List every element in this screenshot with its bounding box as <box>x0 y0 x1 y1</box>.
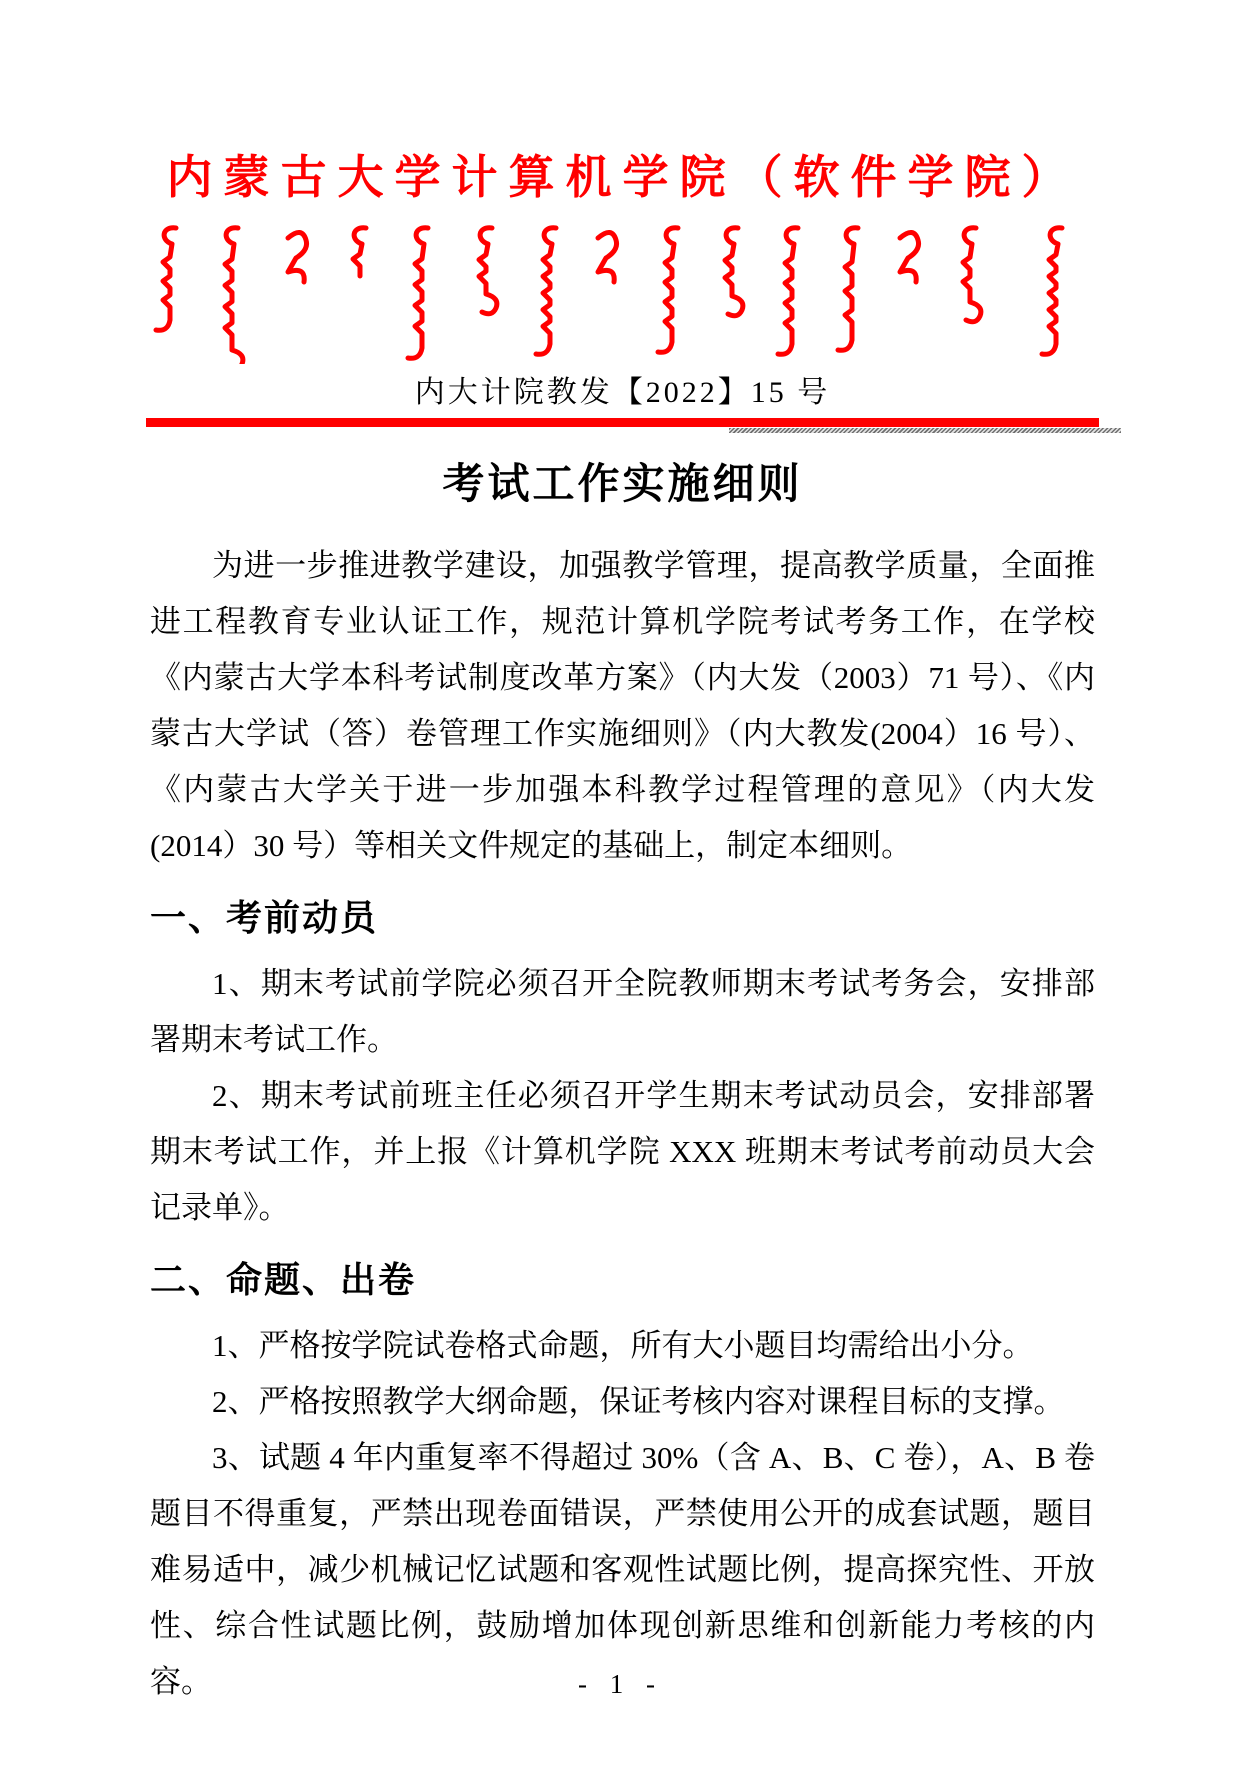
red-rule-bar <box>146 418 1099 427</box>
intro-paragraph: 为进一步推进教学建设，加强教学管理，提高教学质量，全面推进工程教育专业认证工作，规范计算机学院考试考务工作，在学校《内蒙古大学本科考试制度改革方案》（内大发（2003）71 号）、《内蒙古大学试（答）卷管理工作实施细则》（内大教发(2004）16 号）、《内蒙古大学关于进一步加强本科教学过程管理的意见》（内大发(2014）30 号）等相关文件规定的基础上，制定本细则。 <box>150 548 1095 863</box>
page-footer <box>0 1669 1241 1700</box>
section-2-item: 1、严格按学院试卷格式命题，所有大小题目均需给出小分。 <box>212 1328 1034 1363</box>
doc-number: 内大计院教发【2022】15 号 <box>414 376 831 409</box>
document-title: 考试工作实施细则 <box>442 460 803 507</box>
mongolian-script-banner <box>150 222 1095 364</box>
rule-shadow <box>729 428 1121 433</box>
section-2-heading: 二、命题、出卷 <box>150 1259 417 1300</box>
section-2-item: 3、试题 4 年内重复率不得超过 30%（含 A、B、C 卷），A、B 卷题目不得重复，严禁出现卷面错误，严禁使用公开的成套试题，题目难易适中，减少机械记忆试题和客观性试题比例，提高探究性、开放性、综合性试题比例，鼓励增加体现创新思维和创新能力考核的内容。 <box>150 1440 1095 1699</box>
section-2-item: 2、严格按照教学大纲命题，保证考核内容对课程目标的支撑。 <box>212 1384 1065 1419</box>
org-name-banner: 内蒙古大学计算机学院（软件学院） <box>166 152 1079 203</box>
section-1-item: 2、期末考试前班主任必须召开学生期末考试动员会，安排部署期末考试工作，并上报《计算机学院 XXX 班期末考试考前动员大会记录单》。 <box>150 1078 1095 1225</box>
section-1-item: 1、期末考试前学院必须召开全院教师期末考试考务会，安排部署期末考试工作。 <box>150 966 1095 1057</box>
page-number: - 1 - <box>578 1669 663 1699</box>
document-header <box>150 150 1095 428</box>
red-divider-rule <box>150 418 1095 428</box>
document-body <box>150 460 1095 1710</box>
section-1-heading: 一、考前动员 <box>150 897 379 938</box>
